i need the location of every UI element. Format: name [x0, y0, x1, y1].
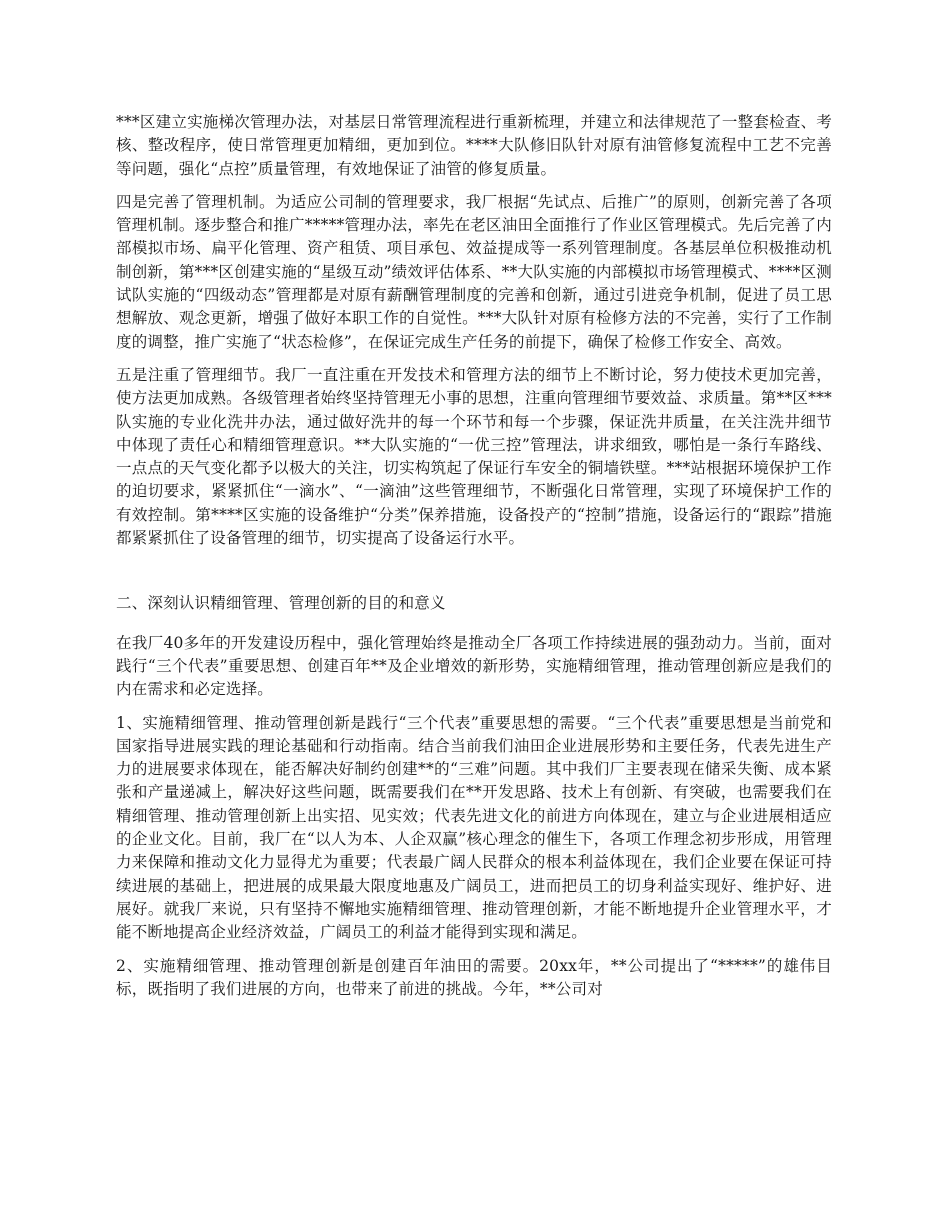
- paragraph-management-details: 五是注重了管理细节。我厂一直注重在开发技术和管理方法的细节上不断讨论，努力使技术更加完善，使方法更加成熟。各级管理者始终坚持管理无小事的思想，注重向管理细节要效益、求质量。第**区***队实施的专业化洗井办法，通过做好洗井的每一个环节和每一个步骤，保证洗井质量，在关注洗井细节中体现了责任心和精细管理意识。**大队实施的“一优三控”管理法，讲求细致，哪怕是一条行车路线、一点点的天气变化都予以极大的关注，切实构筑起了保证行车安全的铜墙铁壁。***站根据环境保护工作的迫切要求，紧紧抓住“一滴水”、“一滴油”这些管理细节，不断强化日常管理，实现了环境保护工作的有效控制。第****区实施的设备维护“分类”保养措施，设备投产的“控制”措施，设备运行的“跟踪”措施都紧紧抓住了设备管理的细节，切实提高了设备运行水平。: [116, 365, 832, 548]
- paragraph-management-procedures: ***区建立实施梯次管理办法，对基层日常管理流程进行重新梳理，并建立和法律规范了一整套检查、考核、整改程序，使日常管理更加精细，更加到位。****大队修旧队针对原有油管修复流程中工艺不完善等问题，强化“点控”质量管理，有效地保证了油管的修复质量。: [116, 113, 832, 178]
- paragraph-management-mechanism: 四是完善了管理机制。为适应公司制的管理要求，我厂根据“先试点、后推广”的原则，创新完善了各项管理机制。逐步整合和推广*****管理办法，率先在老区油田全面推行了作业区管理模式。先后完善了内部模拟市场、扁平化管理、资产租赁、项目承包、效益提成等一系列管理制度。各基层单位积极推动机制创新，第***区创建实施的“星级互动”绩效评估体系、**大队实施的内部模拟市场管理模式、****区测试队实施的“四级动态”管理都是对原有薪酬管理制度的完善和创新，通过引进竞争机制，促进了员工思想解放、观念更新，增强了做好本职工作的自觉性。***大队针对原有检修方法的不完善，实行了工作制度的调整，推广实施了“状态检修”，在保证完成生产任务的前提下，确保了检修工作安全、高效。: [116, 192, 832, 351]
- paragraph-three-represents: 1、实施精细管理、推动管理创新是践行“三个代表”重要思想的需要。“三个代表”重要思想是当前党和国家指导进展实践的理论基础和行动指南。结合当前我们油田企业进展形势和主要任务，代表先进生产力的进展要求体现在，能否解决好制约创建**的“三难”问题。其中我们厂主要表现在储采失衡、成本紧张和产量递减上，解决好这些问题，既需要我们在**开发思路、技术上有创新、有突破，也需要我们在精细管理、推动管理创新上出实招、见实效；代表先进文化的前进方向体现在，建立与企业进展相适应的企业文化。目前，我厂在“以人为本、人企双赢”核心理念的催生下，各项工作理念初步形成，用管理力来保障和推动文化力显得尤为重要；代表最广阔人民群众的根本利益体现在，我们企业要在保证可持续进展的基础上，把进展的成果最大限度地惠及广阔员工，进而把员工的切身利益实现好、维护好、进展好。就我厂来说，只有坚持不懈地实施精细管理、推动管理创新，才能不断地提升企业管理水平，才能不断地提高企业经济效益，广阔员工的利益才能得到实现和满足。: [116, 713, 832, 942]
- document-body: [116, 111, 832, 1011]
- paragraph-century-oilfield: 2、实施精细管理、推动管理创新是创建百年油田的需要。20xx年，**公司提出了“*****”的雄伟目标，既指明了我们进展的方向，也带来了前进的挑战。今年，**公司对: [116, 956, 832, 998]
- section-heading: 二、深刻认识精细管理、管理创新的目的和意义: [116, 594, 446, 613]
- paragraph-development-history: 在我厂40多年的开发建设历程中，强化管理始终是推动全厂各项工作持续进展的强劲动力。当前，面对践行“三个代表”重要思想、创建百年**及企业增效的新形势，实施精细管理，推动管理创新应是我们的内在需求和必定选择。: [116, 633, 832, 699]
